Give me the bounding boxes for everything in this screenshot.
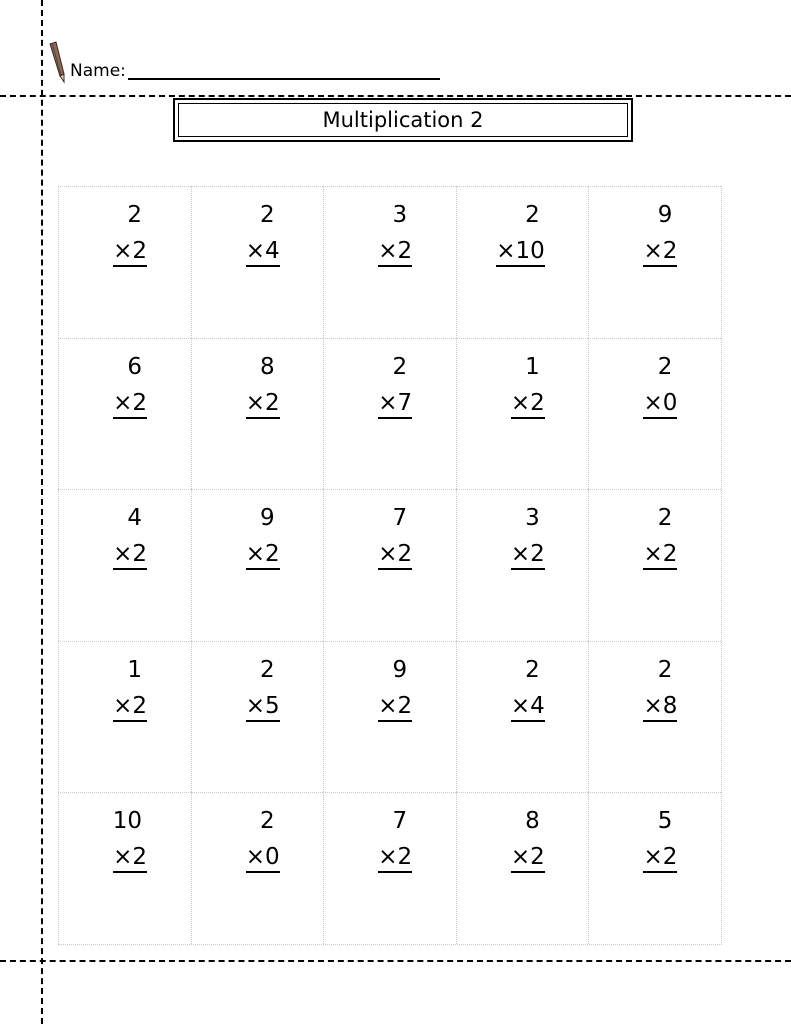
problem-cell: [588, 338, 721, 490]
multiplier: ×7: [378, 389, 412, 419]
problem-cell: [456, 489, 589, 641]
problem: [457, 349, 567, 421]
top-number: 4: [127, 505, 142, 532]
problem-cell: [191, 338, 324, 490]
problem: [324, 803, 434, 875]
name-label: Name:: [70, 61, 126, 81]
problem-cell: [323, 186, 456, 338]
top-number: 7: [392, 808, 408, 835]
problem: [457, 197, 567, 269]
multiplier: ×2: [643, 237, 677, 267]
problem-cell: [191, 641, 324, 793]
top-number: 3: [525, 505, 540, 532]
multiplier: ×4: [246, 237, 280, 267]
top-number: 6: [127, 353, 142, 380]
problem-cell: [456, 338, 589, 490]
top-number: 1: [127, 656, 142, 683]
problem-cell: [456, 641, 589, 793]
problem: [59, 803, 169, 875]
multiplier: ×0: [246, 843, 280, 873]
problem-cell: [456, 186, 589, 338]
problem-cell: [323, 792, 456, 944]
top-number: 2: [392, 353, 408, 380]
top-number: 9: [392, 656, 408, 683]
problem: [192, 349, 302, 421]
problem-cell: [456, 792, 589, 944]
top-number: 2: [657, 353, 673, 380]
top-number: 7: [392, 505, 408, 532]
problem-cell: [191, 792, 324, 944]
top-number: 5: [657, 808, 673, 835]
problem: [589, 500, 699, 572]
problem: [589, 349, 699, 421]
multiplier: ×2: [511, 540, 545, 570]
top-number: 8: [525, 808, 540, 835]
multiplier: ×2: [643, 540, 677, 570]
top-number: 1: [525, 353, 540, 380]
top-number: 8: [259, 353, 275, 380]
top-number: 10: [112, 808, 142, 835]
vertical-cut-guide: [41, 0, 43, 1024]
problem-cell: [58, 792, 191, 944]
multiplier: ×2: [378, 237, 412, 267]
top-number: 2: [525, 656, 540, 683]
multiplier: ×2: [378, 692, 412, 722]
problem: [457, 803, 567, 875]
problem-cell: [58, 641, 191, 793]
problem: [324, 652, 434, 724]
multiplier: ×5: [246, 692, 280, 722]
top-number: 2: [127, 202, 142, 228]
name-field[interactable]: [128, 60, 440, 80]
problem: [324, 500, 434, 572]
multiplier: ×2: [113, 843, 147, 873]
multiplier: ×2: [511, 843, 545, 873]
problem-cell: [588, 186, 721, 338]
problem: [59, 652, 169, 724]
problem-cell: [323, 338, 456, 490]
problem-cell: [58, 186, 191, 338]
top-number: 2: [657, 656, 673, 683]
problem: [192, 500, 302, 572]
top-number: 2: [259, 808, 275, 835]
top-number: 2: [657, 505, 673, 532]
problem: [59, 197, 169, 269]
problem: [59, 500, 169, 572]
top-cut-guide: [0, 95, 791, 97]
problem: [192, 803, 302, 875]
page-title: Multiplication 2: [178, 103, 628, 137]
top-number: 2: [259, 656, 275, 683]
problem-cell: [191, 186, 324, 338]
problem-grid: [58, 186, 722, 945]
multiplier: ×8: [643, 692, 677, 722]
multiplier: ×2: [511, 389, 545, 419]
problem-cell: [58, 489, 191, 641]
multiplier: ×2: [113, 692, 147, 722]
problem: [457, 500, 567, 572]
problem: [589, 197, 699, 269]
problem: [59, 349, 169, 421]
problem: [192, 197, 302, 269]
problem-cell: [588, 641, 721, 793]
name-row: [46, 34, 440, 84]
bottom-cut-guide: [0, 960, 791, 962]
top-number: 9: [657, 202, 673, 228]
problem-cell: [58, 338, 191, 490]
problem-cell: [588, 792, 721, 944]
problem-cell: [588, 489, 721, 641]
multiplier: ×4: [511, 692, 545, 722]
multiplier: ×2: [643, 843, 677, 873]
problem-cell: [323, 641, 456, 793]
title-box: [173, 98, 633, 142]
multiplier: ×2: [113, 389, 147, 419]
multiplier: ×2: [246, 540, 280, 570]
top-number: 2: [259, 202, 275, 228]
multiplier: ×2: [378, 843, 412, 873]
multiplier: ×2: [113, 540, 147, 570]
problem-cell: [323, 489, 456, 641]
problem: [589, 652, 699, 724]
problem: [589, 803, 699, 875]
top-number: 9: [259, 505, 275, 532]
multiplier: ×2: [378, 540, 412, 570]
problem: [324, 349, 434, 421]
top-number: 3: [392, 202, 408, 228]
multiplier: ×10: [496, 237, 545, 267]
problem: [324, 197, 434, 269]
problem: [192, 652, 302, 724]
multiplier: ×2: [113, 237, 147, 267]
problem: [457, 652, 567, 724]
multiplier: ×2: [246, 389, 280, 419]
multiplier: ×0: [643, 389, 677, 419]
problem-cell: [191, 489, 324, 641]
pencil-icon: [46, 40, 68, 84]
top-number: 2: [525, 202, 540, 228]
